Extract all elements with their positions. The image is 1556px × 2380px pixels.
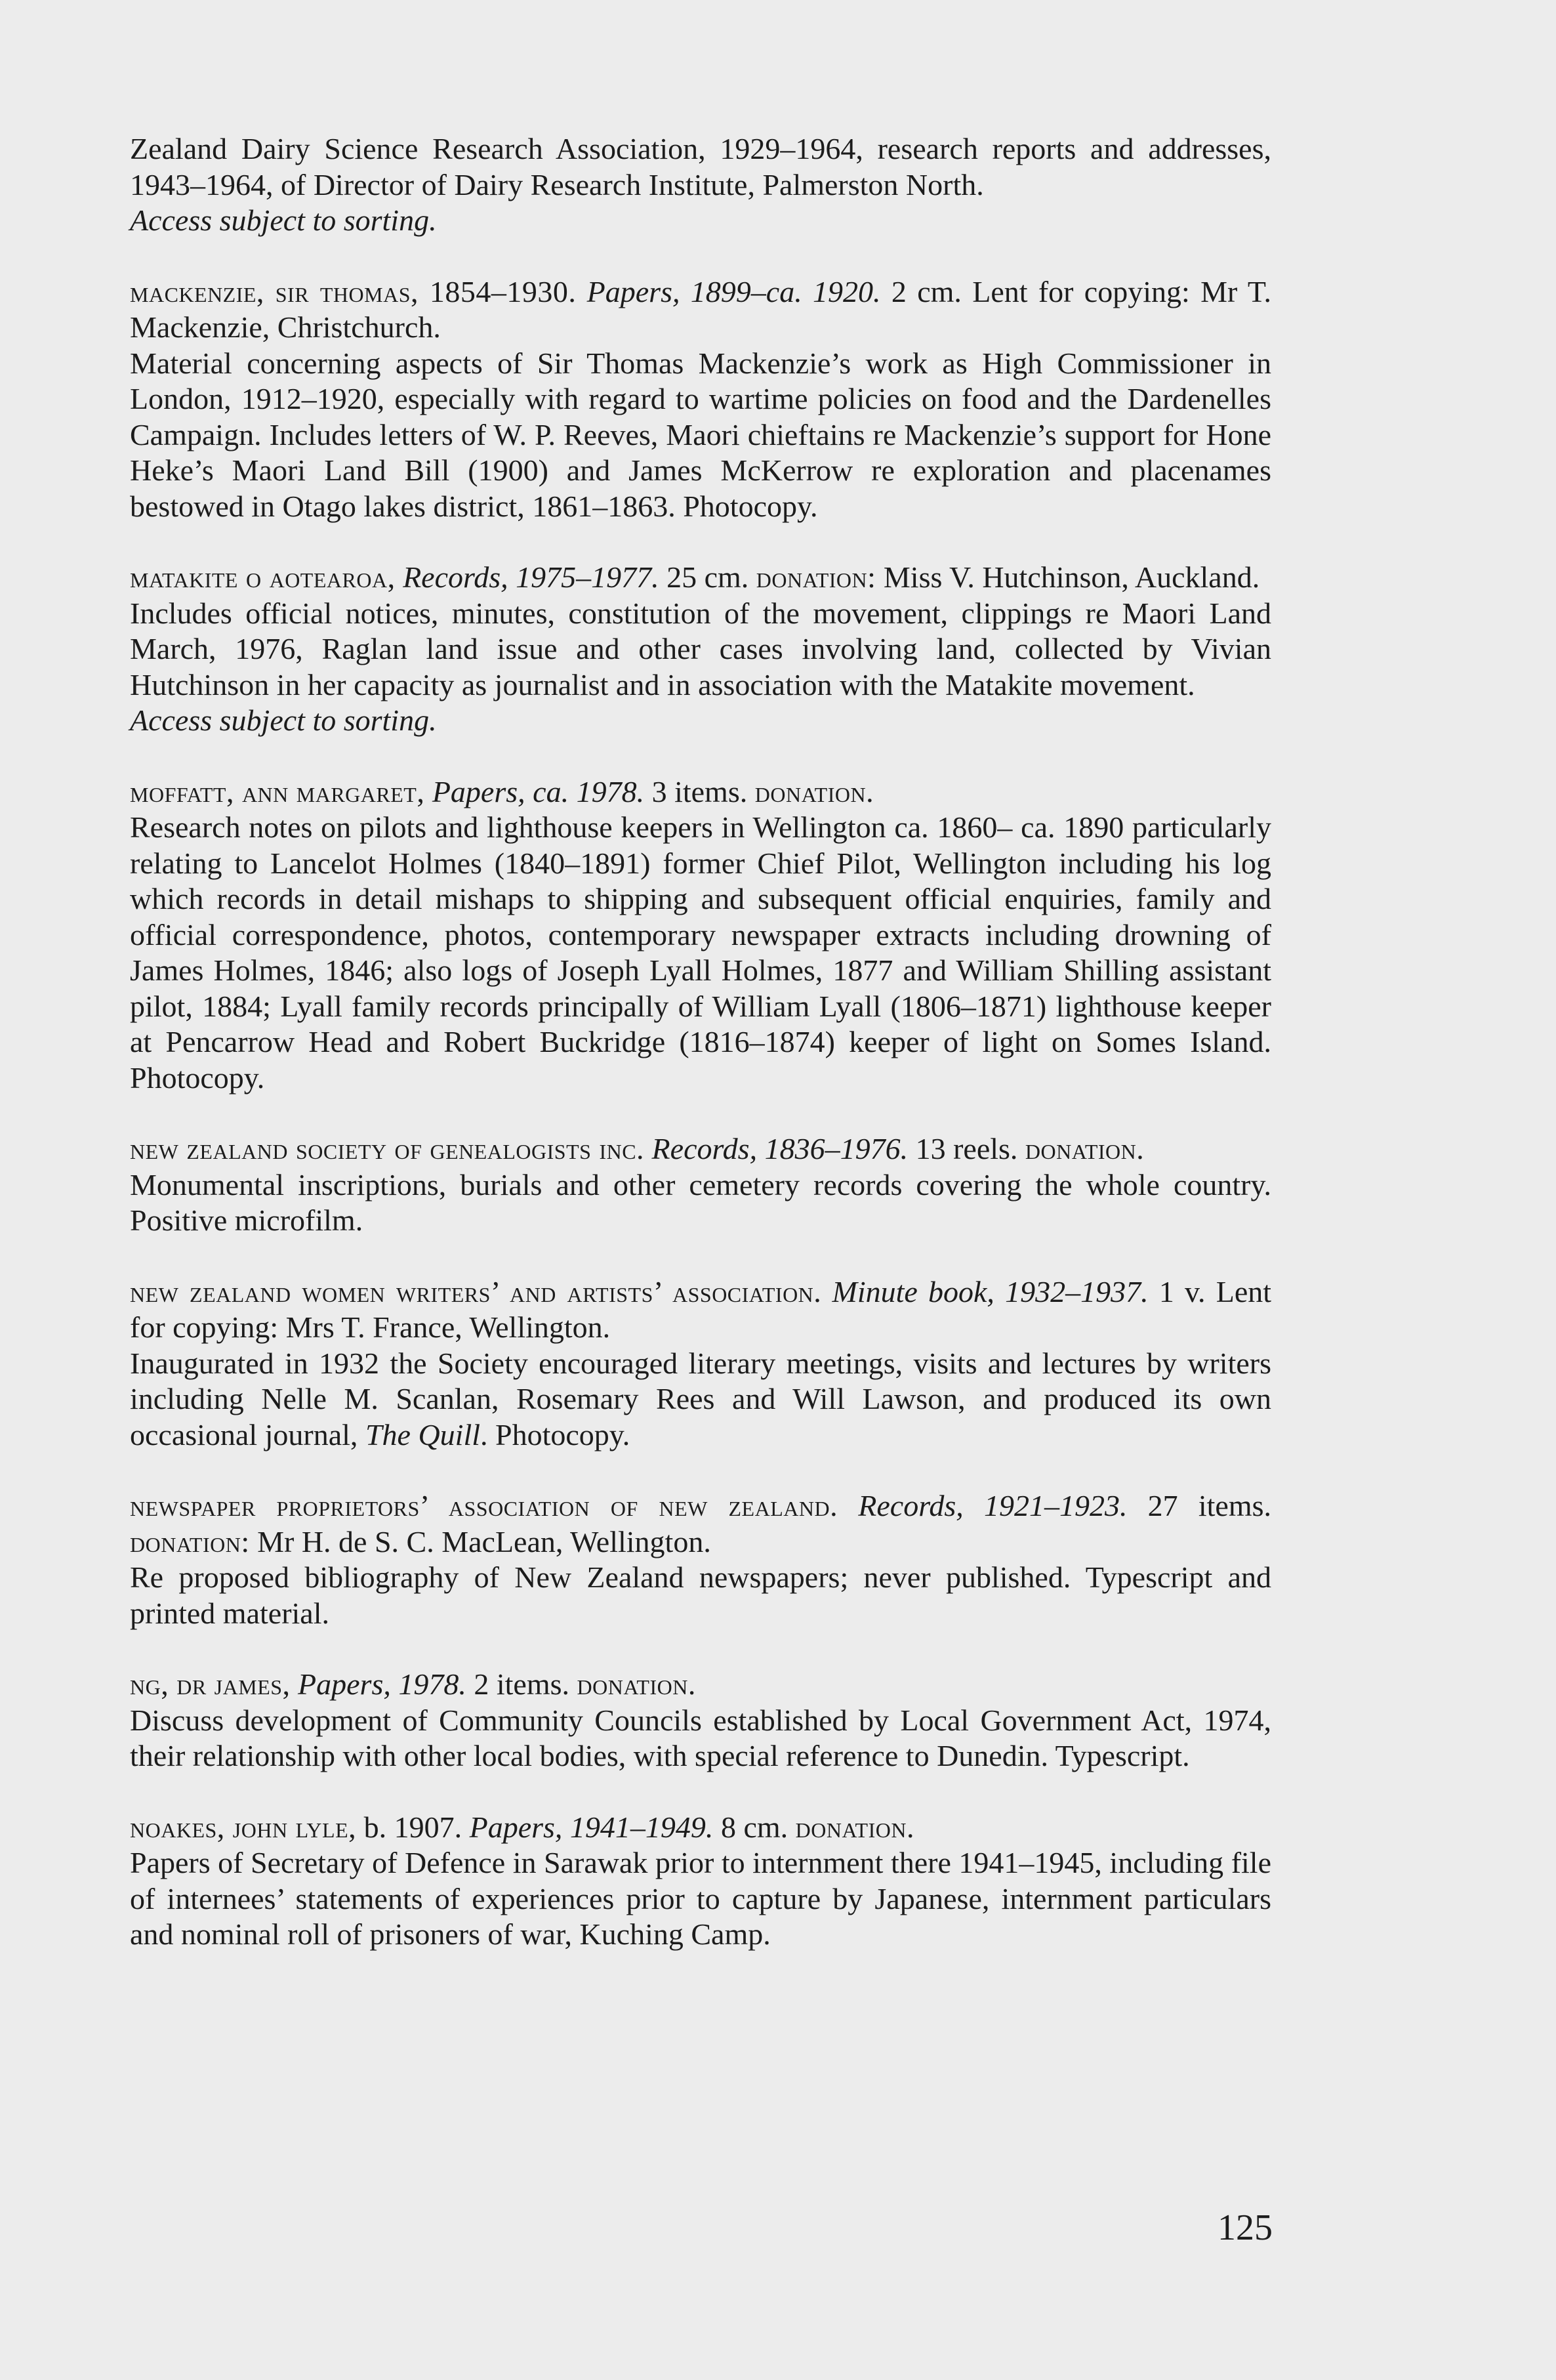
entry-extent: 3 items.: [651, 774, 748, 808]
entry-title: Papers, 1941–1949.: [469, 1810, 714, 1844]
page-number: 125: [1218, 2207, 1273, 2248]
catalogue-entry: [130, 1131, 1271, 1239]
entry-extent: 2 items.: [474, 1667, 570, 1701]
entry-donation-label: donation:: [130, 1524, 250, 1558]
continuation-access-note: Access subject to sorting.: [130, 203, 437, 237]
catalogue-entry: [130, 1810, 1271, 1953]
entry-description: [130, 1346, 1271, 1453]
entry-name-dates: b. 1907.: [363, 1810, 462, 1844]
entry-name: moffatt, ann margaret,: [130, 774, 425, 808]
page-content: [130, 131, 1271, 1953]
journal-title: The Quill: [365, 1417, 480, 1451]
entry-name: ng, dr james,: [130, 1667, 291, 1701]
entry-name: noakes, john lyle,: [130, 1810, 357, 1844]
entry-description: Monumental inscriptions, burials and other cemetery records covering the whole country. Positive microfilm.: [130, 1167, 1271, 1237]
entry-description: Papers of Secretary of Defence in Sarawak prior to internment there 1941–1945, including file of internees’ statements of experiences prior to capture by Japanese, internment particulars and nominal roll of prisoners of war, Kuching Camp.: [130, 1846, 1271, 1951]
catalogue-entry: [130, 274, 1271, 525]
entry-name: newspaper proprietors’ association of new zealand.: [130, 1489, 838, 1522]
catalogue-entry: [130, 1667, 1271, 1774]
entry-description-suffix: . Photocopy.: [480, 1417, 630, 1451]
entry-title: Papers, 1899–ca. 1920.: [586, 274, 881, 308]
entry-donation-label: donation:: [756, 560, 876, 594]
entry-donor: Mr H. de S. C. MacLean, Wellington.: [257, 1524, 711, 1558]
entry-details: 2 cm. Lent for copying: Mr T. Mackenzie, Christchurch.: [130, 274, 1272, 344]
entry-description: Material concerning aspects of Sir Thomas Mackenzie’s work as High Commissioner in London, 1912–1920, especially with regard to wartime policies on food and the Dardenelles Campaign. Includes letters of W. P. Reeves, Maori chieftains re Mackenzie’s support for Hone Heke’s Maori Land Bill (1900) and James McKerrow re exploration and placenames bestowed in Otago lakes district, 1861–1863. Photocopy.: [130, 346, 1271, 523]
catalogue-entry: [130, 1274, 1271, 1453]
entry-donor: Miss V. Hutchinson, Auckland.: [883, 560, 1260, 594]
entry-description: Re proposed bibliography of New Zealand newspapers; never published. Typescript and printed material.: [130, 1560, 1271, 1630]
entry-title: Records, 1975–1977.: [403, 560, 659, 594]
entry-description: Discuss development of Community Councils established by Local Government Act, 1974, their relationship with other local bodies, with special reference to Dunedin. Typescript.: [130, 1703, 1271, 1772]
entry-title: Papers, 1978.: [298, 1667, 466, 1701]
entry-title: Minute book, 1932–1937.: [832, 1274, 1149, 1308]
entry-title: Papers, ca. 1978.: [432, 774, 645, 808]
continuation-text: Zealand Dairy Science Research Association, 1929–1964, research reports and addresses, 1943–1964, of Director of Dairy Research Institute, Palmerston North.: [130, 132, 1271, 201]
entry-access-note: Access subject to sorting.: [130, 703, 437, 737]
entry-name: new zealand women writers’ and artists’ association.: [130, 1274, 822, 1308]
entry-description-text: Inaugurated in 1932 the Society encouraged literary meetings, visits and lectures by writers including Nelle M. Scanlan, Rosemary Rees and Will Lawson, and produced its own occasional journal,: [130, 1346, 1271, 1451]
entry-extent: 27 items.: [1147, 1489, 1272, 1522]
catalogue-entry: [130, 774, 1271, 1096]
entry-title: Records, 1836–1976.: [651, 1132, 909, 1165]
entry-name: matakite o aotearoa,: [130, 560, 396, 594]
entry-extent: 13 reels.: [915, 1132, 1018, 1165]
entry-extent: 8 cm.: [720, 1810, 788, 1844]
entry-donation-label: donation.: [754, 774, 874, 808]
entry-description: Research notes on pilots and lighthouse keepers in Wellington ca. 1860– ca. 1890 particularly relating to Lancelot Holmes (1840–1891) former Chief Pilot, Wellington including his log which records in detail mishaps to shipping and subsequent official enquiries, family and official correspondence, photos, contemporary newspaper extracts including drowning of James Holmes, 1846; also logs of Joseph Lyall Holmes, 1877 and William Shilling assistant pilot, 1884; Lyall family records principally of William Lyall (1806–1871) lighthouse keeper at Pencarrow Head and Robert Buckridge (1816–1874) keeper of light on Somes Island. Photocopy.: [130, 810, 1271, 1095]
catalogue-entry: [130, 1488, 1271, 1631]
entry-donation-label: donation.: [795, 1810, 914, 1844]
entry-name: new zealand society of genealogists inc.: [130, 1132, 645, 1165]
continuation-entry: [130, 131, 1271, 239]
entry-donation-label: donation.: [1025, 1132, 1145, 1165]
entry-title: Records, 1921–1923.: [858, 1489, 1128, 1522]
entry-extent: 25 cm.: [666, 560, 749, 594]
catalogue-entry: [130, 560, 1271, 739]
entry-description: Includes official notices, minutes, constitution of the movement, clippings re Maori Land March, 1976, Raglan land issue and other cases involving land, collected by Vivian Hutchinson in her capacity as journalist and in association with the Matakite movement.: [130, 596, 1271, 701]
entry-donation-label: donation.: [577, 1667, 696, 1701]
entry-name: mackenzie, sir thomas, 1854–1930.: [130, 274, 577, 308]
entry-details: 1 v. Lent for copying: Mrs T. France, Wellington.: [130, 1274, 1272, 1344]
